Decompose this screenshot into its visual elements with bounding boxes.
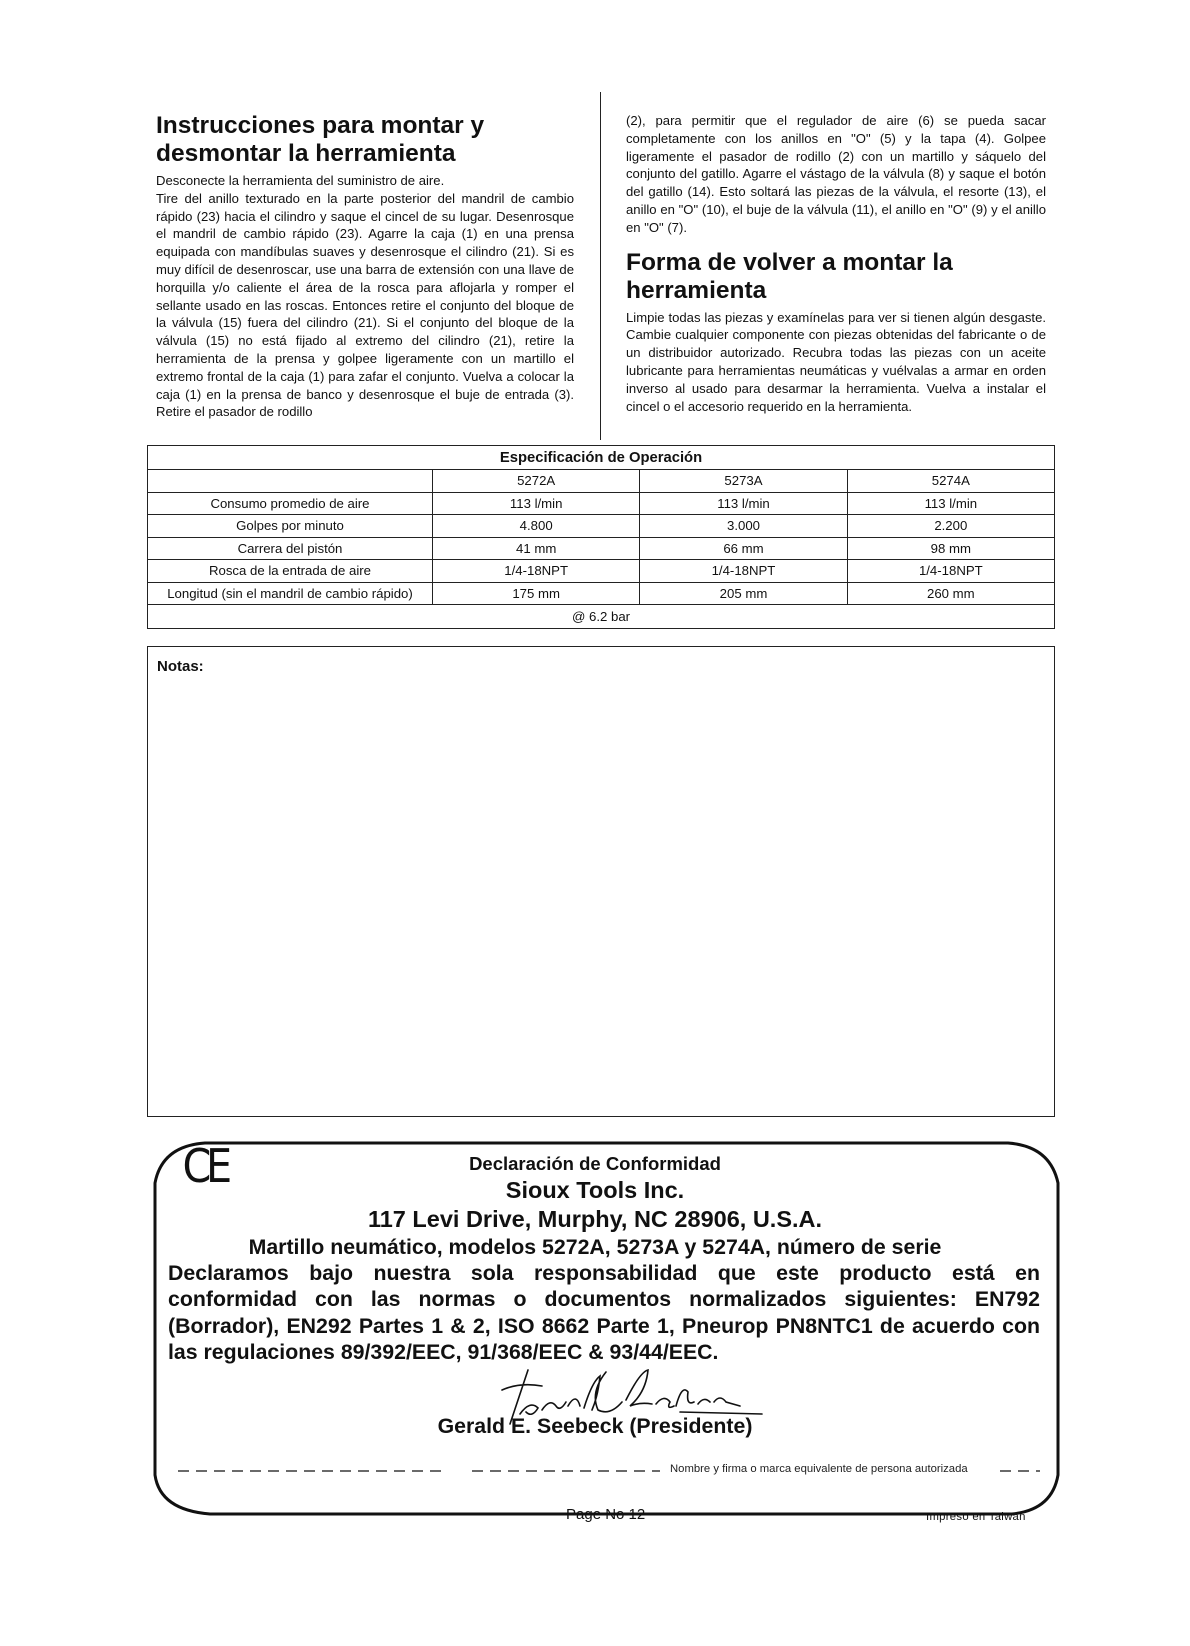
spec-cell: 1/4-18NPT: [433, 560, 640, 583]
reassembly-title: Forma de volver a montar la herramienta: [626, 248, 953, 304]
spec-cell: 113 l/min: [847, 492, 1054, 515]
spec-header-row: [148, 470, 1055, 493]
spec-cell: 175 mm: [433, 582, 640, 605]
declaration-statement: Declaramos bajo nuestra sola responsabilidad que este producto está en conformidad con las normas o documentos normalizados siguientes: EN792 (Borrador), EN292 Partes 1 & 2, ISO 8662 Parte 1, Pneurop PN8NTC1 de acuerdo con las regulaciones 89/392/EEC, 91/368/EEC & 93/44/EEC.: [168, 1261, 1040, 1365]
spec-table-title: Especificación de Operación: [148, 446, 1055, 470]
spec-row-label: Rosca de la entrada de aire: [148, 560, 433, 583]
disassembly-body: Tire del anillo texturado en la parte posterior del mandril de cambio rápido (23) hacia el cilindro y saque el cincel de su lugar. Desenrosque el mandril de cambio rápido (23). Agarre la caja (1) en una prensa equipada con mandíbulas suaves y desenrosque el cilindro (21). Si es muy difícil de desenroscar, use una barra de extensión con una llave de horquilla y/o caliente el área de la rosca para aflojarla y romper el sellante usado en las roscas. Entonces retire el conjunto del bloque de la válvula (15) fuera del cilindro (21). Si el conjunto del bloque de la válvula (15) no está fijado al extremo del cilindro (21), retire la herramienta de la prensa y golpee ligeramente con un martillo el extremo frontal de la caja (1) para zafar el conjunto. Vuelva a colocar la caja (1) en la prensa de banco y desenrosque el buje de entrada (3). Retire el pasador de rodillo: [156, 190, 574, 420]
declaration-company: Sioux Tools Inc.: [505, 1177, 685, 1203]
spec-header-empty: [148, 470, 433, 493]
spec-row-label: Consumo promedio de aire: [148, 492, 433, 515]
spec-row-air-inlet-thread: [148, 560, 1055, 583]
notes-label: Notas:: [157, 658, 204, 675]
declaration-address: 117 Levi Drive, Murphy, NC 28906, U.S.A.: [367, 1206, 823, 1232]
disassembly-continuation: (2), para permitir que el regulador de aire (6) se pueda sacar completamente con los anillos en "O" (5) y la tapa (4). Golpee ligeramente el pasador de rodillo (2) con un martillo y sáquelo del conjunto del gatillo. Agarre el vástago de la válvula (8) y saque el botón del gatillo (14). Esto soltará las piezas de la válvula, el resorte (13), el anillo en "O" (10), el buje de la válvula (11), el anillo en "O" (9) y el anillo en "O" (7).: [626, 113, 1046, 235]
spec-row-label: Carrera del pistón: [148, 537, 433, 560]
spec-row-air-consumption: [148, 492, 1055, 515]
spec-title-row: [148, 446, 1055, 470]
signature-caption: Nombre y firma o marca equivalente de persona autorizada: [670, 1463, 968, 1475]
spec-cell: 1/4-18NPT: [847, 560, 1054, 583]
spec-model-1: 5272A: [433, 470, 640, 493]
ce-mark-logo: CE: [182, 1139, 227, 1193]
spec-model-2: 5273A: [640, 470, 847, 493]
column-divider: [600, 92, 601, 440]
spec-row-label: Longitud (sin el mandril de cambio rápido): [148, 582, 433, 605]
spec-cell: 98 mm: [847, 537, 1054, 560]
spec-row-label: Golpes por minuto: [148, 515, 433, 538]
spec-footnote-row: [148, 605, 1055, 629]
spec-cell: 3.000: [640, 515, 847, 538]
spec-table: [147, 445, 1055, 629]
spec-row-piston-stroke: [148, 537, 1055, 560]
disassembly-title: Instrucciones para montar y desmontar la herramienta: [156, 112, 485, 167]
reassembly-body: Limpie todas las piezas y examínelas para ver si tienen algún desgaste. Cambie cualquier componente con piezas obtenidas del fabricante o de un distribuidor autorizado. Recubra todas las piezas con un aceite lubricante para herramientas neumáticas y vuélvalas a armar en orden inverso al usado para desarmar la herramienta. Vuelva a instalar el cincel o el accesorio requerido en la herramienta.: [626, 309, 1046, 414]
spec-cell: 2.200: [847, 515, 1054, 538]
right-column: [626, 112, 1046, 415]
spec-model-3: 5274A: [847, 470, 1054, 493]
spec-row-length: [148, 582, 1055, 605]
spec-footnote: @ 6.2 bar: [148, 605, 1055, 629]
printed-in-note: Impreso en Taiwan: [926, 1511, 1026, 1523]
spec-cell: 41 mm: [433, 537, 640, 560]
spec-cell: 4.800: [433, 515, 640, 538]
spec-row-blows-per-minute: [148, 515, 1055, 538]
spec-cell: 205 mm: [640, 582, 847, 605]
disassembly-intro: Desconecte la herramienta del suministro de aire.: [156, 173, 445, 188]
declaration-signer: Gerald E. Seebeck (Presidente): [437, 1414, 753, 1438]
left-column: [156, 112, 574, 421]
declaration-product: Martillo neumático, modelos 5272A, 5273A y 5274A, número de serie: [248, 1235, 942, 1259]
spec-cell: 113 l/min: [640, 492, 847, 515]
spec-cell: 260 mm: [847, 582, 1054, 605]
spec-cell: 1/4-18NPT: [640, 560, 847, 583]
spec-cell: 66 mm: [640, 537, 847, 560]
spec-cell: 113 l/min: [433, 492, 640, 515]
page-number: Page No 12: [566, 1506, 646, 1523]
notes-box: [147, 646, 1055, 1117]
declaration-heading: Declaración de Conformidad: [469, 1153, 721, 1174]
